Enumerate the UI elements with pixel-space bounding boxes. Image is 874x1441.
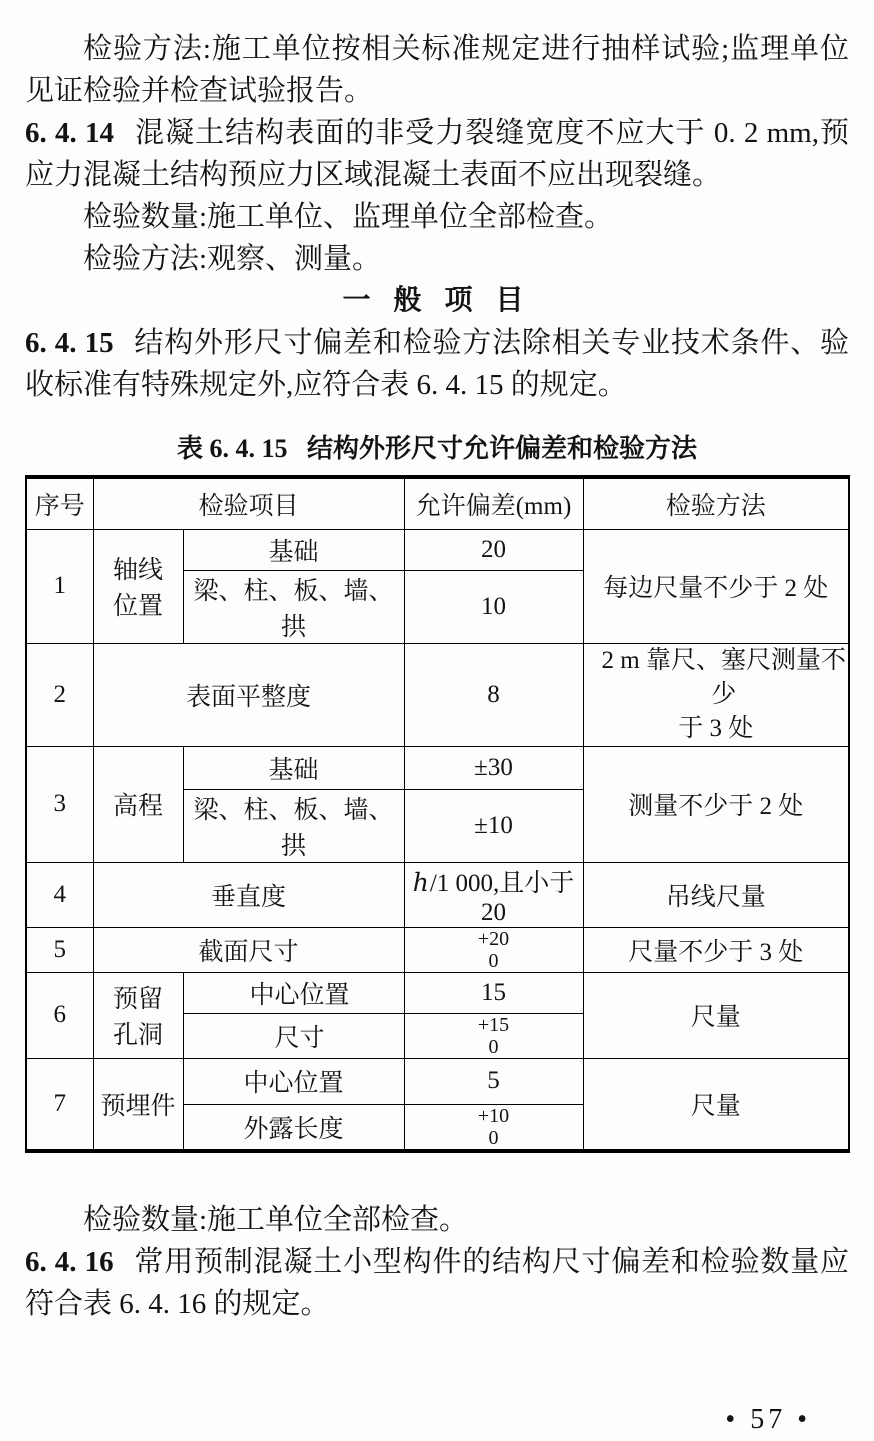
col-header-method: 检验方法 [583,477,849,529]
row1-group-axis-position [93,529,183,643]
clause-number: 6. 4. 14 [25,117,115,149]
row1-method: 每边尺量不少于 2 处 [583,529,849,643]
group-label-line: 孔洞 [112,1022,163,1049]
clause-6-4-14-line2: 应力混凝土结构预应力区域混凝土表面不应出现裂缝。 [25,159,722,191]
tolerance-lower: 0 [488,949,499,972]
row4-index: 4 [26,862,93,927]
method-line: 2 m 靠尺、塞尺测量不少 [601,646,846,708]
row3-method: 测量不少于 2 处 [583,746,849,862]
row3-tolerance2: ±10 [404,789,583,862]
group-label-line: 位置 [112,593,163,620]
section-heading-general-items: 一 般 项 目 [342,285,532,316]
row3-group-elevation: 高程 [93,746,183,862]
variable-h: h [412,867,429,897]
clause-text: 混凝土结构表面的非受力裂缝宽度不应大于 0. 2 mm,预 [134,117,850,149]
table-row [26,1058,849,1104]
row3-item-members: 梁、柱、板、墙、拱 [183,789,404,862]
table-header-row [26,477,849,529]
col-header-tolerance: 允许偏差(mm) [404,477,583,529]
paragraph-inspection-method-line1: 检验方法:施工单位按相关标准规定进行抽样试验;监理单位 [83,33,849,65]
row2-item-surface-flatness: 表面平整度 [93,643,404,746]
row7-method: 尺量 [583,1058,849,1151]
row7-index: 7 [26,1058,93,1151]
clause-6-4-16-line1 [25,1241,849,1283]
row5-method: 尺量不少于 3 处 [583,927,849,972]
row7-item-center-position: 中心位置 [183,1058,404,1104]
table-title: 表 6. 4. 15 结构外形尺寸允许偏差和检验方法 [176,434,697,463]
clause-text: 常用预制混凝土小型构件的结构尺寸偏差和检验数量应 [133,1245,849,1278]
row1-tolerance2: 10 [404,570,583,643]
table-row [26,927,849,972]
method-line: 于 3 处 [678,714,754,742]
table-row [26,972,849,1013]
clause-6-4-15-line2: 收标准有特殊规定外,应符合表 6. 4. 15 的规定。 [25,369,627,401]
row3-tolerance: ±30 [404,746,583,789]
table-row [26,529,849,570]
tolerance-lower: 0 [488,1035,499,1058]
paragraph-inspection-method-line2: 见证检验并检查试验报告。 [25,75,374,107]
tolerance-upper: +20 [477,927,510,950]
row7-tolerance: 5 [404,1058,583,1104]
row4-item-verticality: 垂直度 [93,862,404,927]
tolerance-lower: 0 [488,1126,499,1149]
table-row [26,746,849,789]
row4-method: 吊线尺量 [583,862,849,927]
group-label-line: 预留 [112,986,163,1013]
group-label-line: 轴线 [112,557,163,584]
col-header-item: 检验项目 [93,477,404,529]
row6-index: 6 [26,972,93,1058]
tolerance-rest: /1 000,且小于 20 [429,869,575,926]
page-number: • 57 • [725,1403,811,1435]
tolerance-upper: +15 [477,1013,510,1036]
row3-index: 3 [26,746,93,862]
row3-item-foundation: 基础 [183,746,404,789]
row1-item-foundation: 基础 [183,529,404,570]
table-row [26,862,849,927]
clause-text: 结构外形尺寸偏差和检验方法除相关专业技术条件、验 [133,327,849,359]
row6-tolerance2 [404,1013,583,1058]
row7-tolerance2 [404,1104,583,1151]
row1-tolerance: 20 [404,529,583,570]
row6-tolerance: 15 [404,972,583,1013]
paragraph-inspection-quantity: 检验数量:施工单位、监理单位全部检查。 [83,201,614,233]
tolerance-upper: +10 [477,1104,510,1127]
row2-index: 2 [26,643,93,746]
row6-method: 尺量 [583,972,849,1058]
clause-6-4-16-line2: 符合表 6. 4. 16 的规定。 [25,1287,330,1320]
tolerance-table [25,475,850,1153]
table-row [26,643,849,746]
clause-number: 6. 4. 16 [25,1245,114,1278]
row2-method [583,643,849,746]
paragraph-inspection-quantity2: 检验数量:施工单位全部检查。 [83,1203,469,1236]
clause-6-4-14-line1 [25,112,849,154]
row1-index: 1 [26,529,93,643]
clause-6-4-15-line1 [25,322,849,364]
clause-number: 6. 4. 15 [25,327,114,359]
row5-index: 5 [26,927,93,972]
col-header-index: 序号 [26,477,93,529]
row6-item-size: 尺寸 [183,1013,404,1058]
paragraph-inspection-method2: 检验方法:观察、测量。 [83,243,382,275]
row2-tolerance: 8 [404,643,583,746]
row7-group-embedded-parts: 预埋件 [93,1058,183,1151]
row7-item-exposed-length: 外露长度 [183,1104,404,1151]
row4-tolerance [404,862,583,927]
row5-item-section-size: 截面尺寸 [93,927,404,972]
row1-item-members: 梁、柱、板、墙、拱 [183,570,404,643]
row6-group-reserved-hole [93,972,183,1058]
row5-tolerance [404,927,583,972]
row6-item-center-position: 中心位置 [183,972,404,1013]
